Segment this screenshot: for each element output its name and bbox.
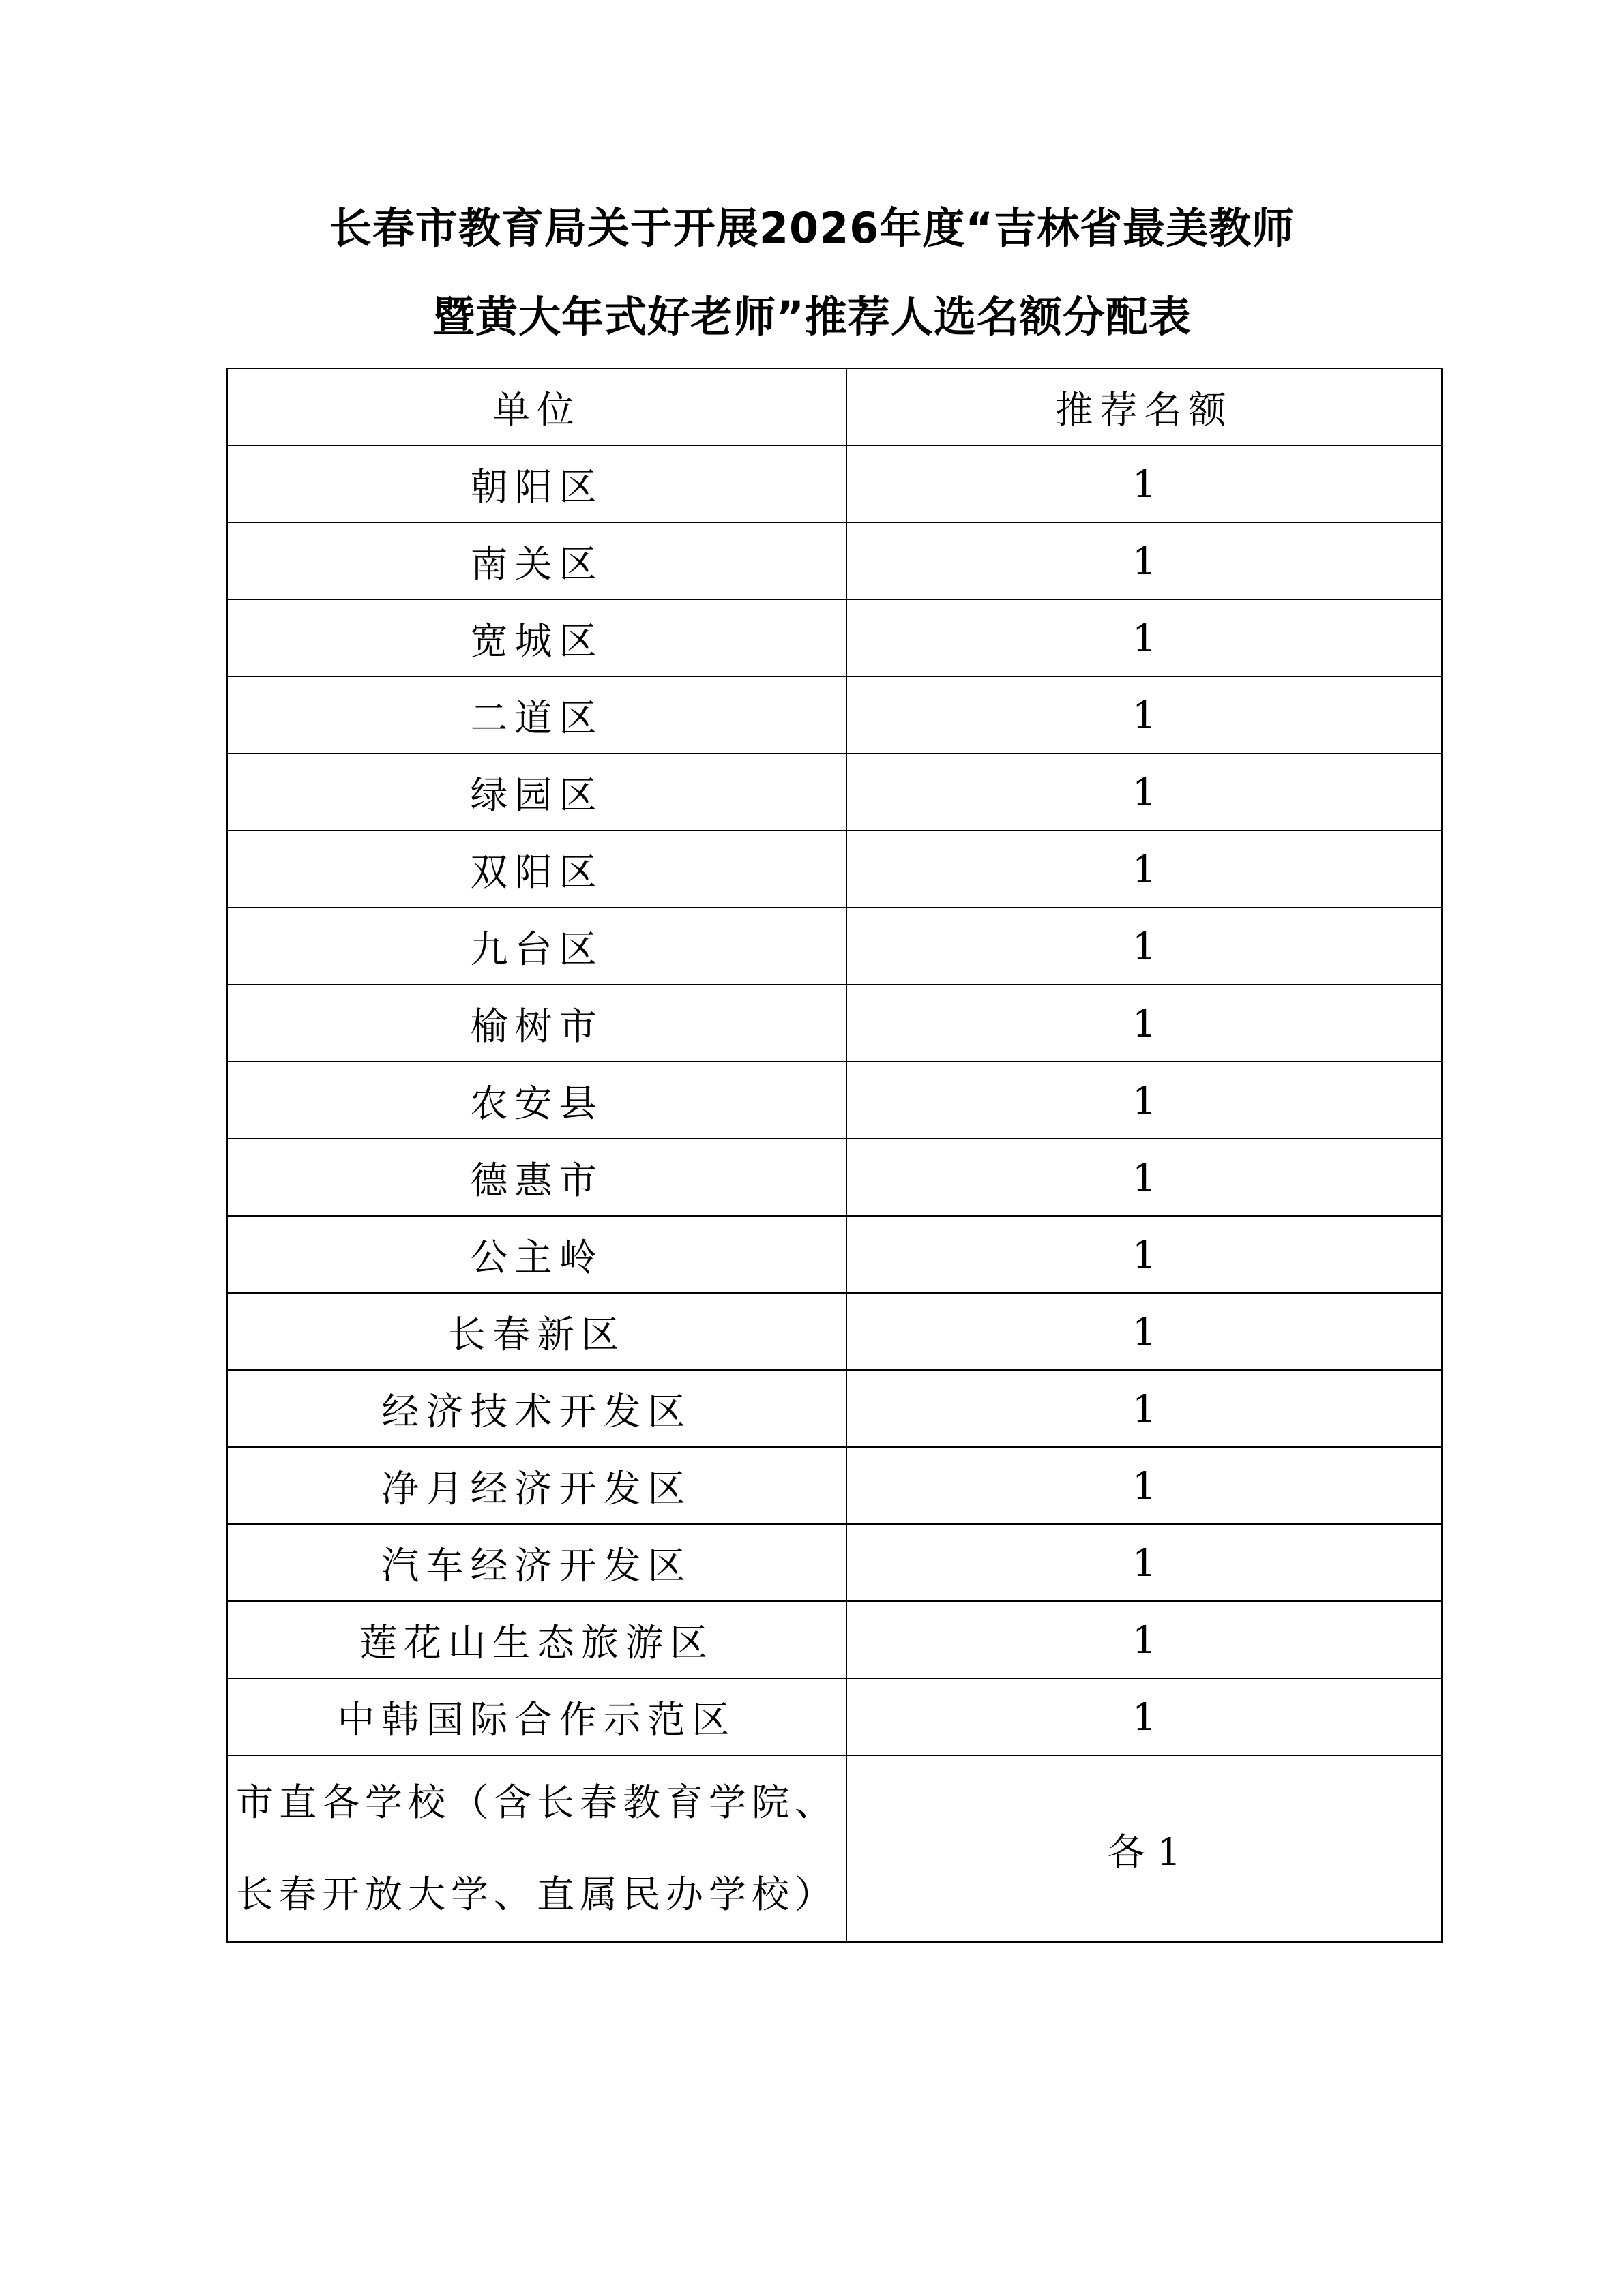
- title-line-2: 暨黄大年式好老师”推荐人选名额分配表: [432, 292, 1192, 342]
- table-row: [227, 1678, 1442, 1755]
- unit-cell: 汽车经济开发区: [227, 1524, 846, 1601]
- unit-cell: 双阳区: [227, 831, 846, 908]
- table-row-municipal-schools: [227, 1755, 1442, 1942]
- quota-cell: 1: [846, 1524, 1442, 1601]
- unit-cell: 经济技术开发区: [227, 1370, 846, 1447]
- quota-cell: 1: [846, 985, 1442, 1062]
- quota-cell: 1: [846, 831, 1442, 908]
- table-row: [227, 1139, 1442, 1216]
- header-quota: 推荐名额: [846, 368, 1442, 445]
- unit-cell: 九台区: [227, 908, 846, 985]
- quota-cell: 1: [846, 1216, 1442, 1293]
- unit-cell: 公主岭: [227, 1216, 846, 1293]
- table-row: [227, 445, 1442, 522]
- unit-cell: 二道区: [227, 676, 846, 754]
- unit-cell: 净月经济开发区: [227, 1447, 846, 1524]
- unit-cell: 南关区: [227, 522, 846, 599]
- quota-cell: 1: [846, 908, 1442, 985]
- quota-cell: 1: [846, 599, 1442, 676]
- header-unit: 单位: [227, 368, 846, 445]
- table-row: [227, 754, 1442, 831]
- quota-cell: 1: [846, 1139, 1442, 1216]
- unit-cell: 农安县: [227, 1062, 846, 1139]
- unit-line-2: 长春开放大学、直属民办学校）: [235, 1873, 838, 1916]
- unit-cell: 德惠市: [227, 1139, 846, 1216]
- table-row: [227, 1601, 1442, 1678]
- unit-cell: 榆树市: [227, 985, 846, 1062]
- quota-cell: 1: [846, 754, 1442, 831]
- unit-cell: [227, 1755, 846, 1942]
- quota-cell: 1: [846, 522, 1442, 599]
- unit-cell: 朝阳区: [227, 445, 846, 522]
- table-row: [227, 1524, 1442, 1601]
- quota-cell: 1: [846, 1370, 1442, 1447]
- table-row: [227, 1062, 1442, 1139]
- table-row: [227, 1293, 1442, 1370]
- table-header-row: [227, 368, 1442, 445]
- unit-cell: 宽城区: [227, 599, 846, 676]
- quota-cell: 1: [846, 445, 1442, 522]
- quota-cell: 1: [846, 1293, 1442, 1370]
- title-line-1: 长春市教育局关于开展2026年度“吉林省最美教师: [329, 203, 1295, 253]
- table-row: [227, 599, 1442, 676]
- unit-cell: 中韩国际合作示范区: [227, 1678, 846, 1755]
- table-row: [227, 676, 1442, 754]
- table-body: [227, 445, 1442, 1755]
- table-row: [227, 522, 1442, 599]
- table-row: [227, 1370, 1442, 1447]
- quota-cell: 1: [846, 676, 1442, 754]
- table-row: [227, 831, 1442, 908]
- table-row: [227, 908, 1442, 985]
- table-row: [227, 1216, 1442, 1293]
- quota-allocation-table: [226, 368, 1443, 1943]
- unit-cell: 绿园区: [227, 754, 846, 831]
- table-row: [227, 1447, 1442, 1524]
- quota-cell: 1: [846, 1062, 1442, 1139]
- unit-cell: 长春新区: [227, 1293, 846, 1370]
- quota-cell: 1: [846, 1601, 1442, 1678]
- document-title: [0, 184, 1624, 361]
- table-row: [227, 985, 1442, 1062]
- quota-cell: 1: [846, 1678, 1442, 1755]
- quota-cell: 1: [846, 1447, 1442, 1524]
- unit-cell: 莲花山生态旅游区: [227, 1601, 846, 1678]
- quota-cell: 各 1: [846, 1755, 1442, 1942]
- unit-line-1: 市直各学校（含长春教育学院、: [235, 1780, 838, 1824]
